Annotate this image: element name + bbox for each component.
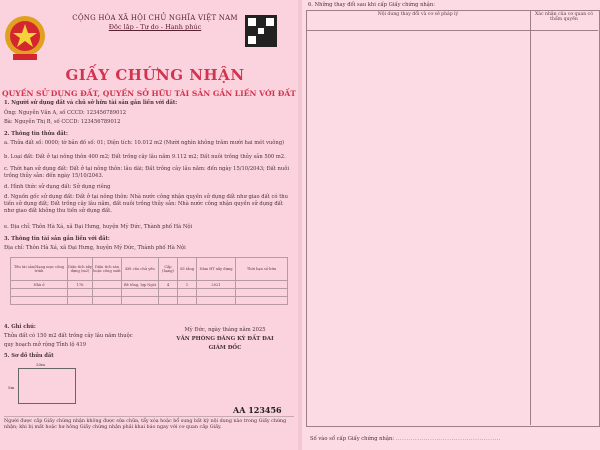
land-info-e: đ. Nguồn gốc sử dụng đất: Đất ở tại nông thôn: Nhà nước công nhận quyền sử dụng đất như giao đất có thu tiền sử dụng đất; Đất trồng cây lâu năm, đất nuôi trồng thủy sản: Nhà nước công nhận quyền sử dụng đất như giao đất không thu tiền sử dụng đất. xyxy=(4,194,288,214)
certificate-front-page xyxy=(0,0,298,450)
certificate-title: GIẤY CHỨNG NHẬN xyxy=(65,66,245,84)
section3-heading: 3. Thông tin tài sản gắn liền với đất: xyxy=(4,236,110,242)
registry-number-label xyxy=(310,436,501,442)
land-info-d: d. Hình thức sử dụng đất: Sử dụng riêng xyxy=(4,184,111,190)
land-info-f: e. Địa chỉ: Thôn Hà Xá, xã Đại Hưng, huyện Mỹ Đức, Thành phố Hà Nội xyxy=(4,224,193,230)
cell-year: 2021 xyxy=(197,281,236,289)
serial-number: AA 123456 xyxy=(233,405,282,415)
asset-table-header xyxy=(11,258,288,281)
cell-floor-area xyxy=(93,281,122,289)
col-floor-area: Diện tích sàn hoặc công suất xyxy=(93,258,122,281)
nation-motto: Độc lập - Tự do - Hạnh phúc xyxy=(108,23,202,31)
cell-structure: Bê tông, lợp Ngói xyxy=(122,281,159,289)
col-year: Năm HT xây dựng xyxy=(197,258,236,281)
changes-heading: 6. Những thay đổi sau khi cấp Giấy chứng nhận: xyxy=(308,2,435,8)
col-floors: Số tầng xyxy=(178,258,197,281)
asset-address: Địa chỉ: Thôn Hà Xá, xã Đại Hưng, huyện Mỹ Đức, Thành phố Hà Nội xyxy=(4,245,186,251)
section4-heading: 4. Ghi chú: xyxy=(4,324,36,330)
certificate-subtitle: QUYỀN SỬ DỤNG ĐẤT, QUYỀN SỞ HỮU TÀI SẢN GẮN LIỀN VỚI ĐẤT xyxy=(2,89,296,98)
sign-office: VĂN PHÒNG ĐĂNG KÝ ĐẤT ĐAI xyxy=(176,336,274,342)
cell-floors: 1 xyxy=(178,281,197,289)
qr-code-icon xyxy=(245,15,277,47)
footer-note: Người được cấp Giấy chứng nhận không được sửa chữa, tẩy xóa hoặc bổ sung bất kỳ nội dung nào trong Giấy chứng nhận; khi bị mất hoặc hư hỏng Giấy chứng nhận phải khai báo ngay với cơ quan cấp Giấy. xyxy=(4,419,287,430)
registry-number-text: Số vào sổ cấp Giấy chứng nhận: xyxy=(310,436,395,442)
owner-line-2: Bà: Nguyễn Thị B, số CCCD: 123456789012 xyxy=(4,119,121,125)
section5-heading: 5. Sơ đồ thửa đất xyxy=(4,353,54,359)
changes-col2-header: Xác nhận của cơ quan có thẩm quyền xyxy=(534,12,594,22)
note-line-2: quy hoạch mở rộng Tỉnh lộ 419 xyxy=(4,342,87,348)
changes-col1-header: Nội dung thay đổi và cơ sở pháp lý xyxy=(377,12,459,17)
changes-column-divider xyxy=(306,10,531,425)
col-term: Thời hạn sở hữu xyxy=(236,258,288,281)
sign-title: GIÁM ĐỐC xyxy=(208,345,242,351)
cell-build-area: 176 xyxy=(68,281,93,289)
col-asset-name: Tên tài sản/Hạng mục công trình xyxy=(11,258,68,281)
plot-height-label: 5m xyxy=(8,385,15,390)
land-info-c: c. Thời hạn sử dụng đất: Đất ở tại nông thôn: lâu dài; Đất trồng cây lâu năm: đến ngày 15/10/2043; Đất nuôi trồng thủy sản: đến ngày 15/10/2043. xyxy=(4,166,290,179)
divider xyxy=(4,416,294,417)
section1-heading: 1. Người sử dụng đất và chủ sở hữu tài sản gắn liền với đất: xyxy=(4,100,178,106)
section2-heading: 2. Thông tin thửa đất: xyxy=(4,131,68,137)
land-info-b: b. Loại đất: Đất ở tại nông thôn 400 m2; Đất trồng cây lâu năm 9.112 m2; Đất nuôi trồng thủy sản 500 m2. xyxy=(4,154,286,160)
col-build-area: Diện tích xây dựng (m2) xyxy=(68,258,93,281)
table-row xyxy=(11,297,288,305)
cell-grade: 4 xyxy=(159,281,178,289)
certificate-back-page xyxy=(302,0,600,450)
owner-line-1: Ông: Nguyễn Văn A, số CCCD: 123456789012 xyxy=(4,110,127,116)
col-grade: Cấp (hạng) xyxy=(159,258,178,281)
table-row xyxy=(11,289,288,297)
nation-header: CỘNG HÒA XÃ HỘI CHỦ NGHĨA VIỆT NAM xyxy=(72,14,238,22)
note-line-1: Thửa đất có 150 m2 đất trồng cây lâu năm thuộc xyxy=(4,333,133,339)
registry-number-blank: ................................................. xyxy=(395,436,502,442)
col-structure: Kết cấu chủ yếu xyxy=(122,258,159,281)
plot-width-label: 20m xyxy=(36,362,45,367)
changes-header-line xyxy=(306,30,598,31)
sign-place-date: Mỹ Đức, ngày tháng năm 2025 xyxy=(184,327,266,333)
cell-term xyxy=(236,281,288,289)
plot-diagram xyxy=(18,368,76,404)
land-info-a: a. Thửa đất số: 0000; tờ bản đồ số: 01; Diện tích: 10.012 m2 (Mười nghìn không trăm mười hai mét vuông) xyxy=(4,140,285,146)
asset-table xyxy=(10,257,288,305)
table-row xyxy=(11,281,288,289)
cell-asset: Nhà ở xyxy=(11,281,68,289)
